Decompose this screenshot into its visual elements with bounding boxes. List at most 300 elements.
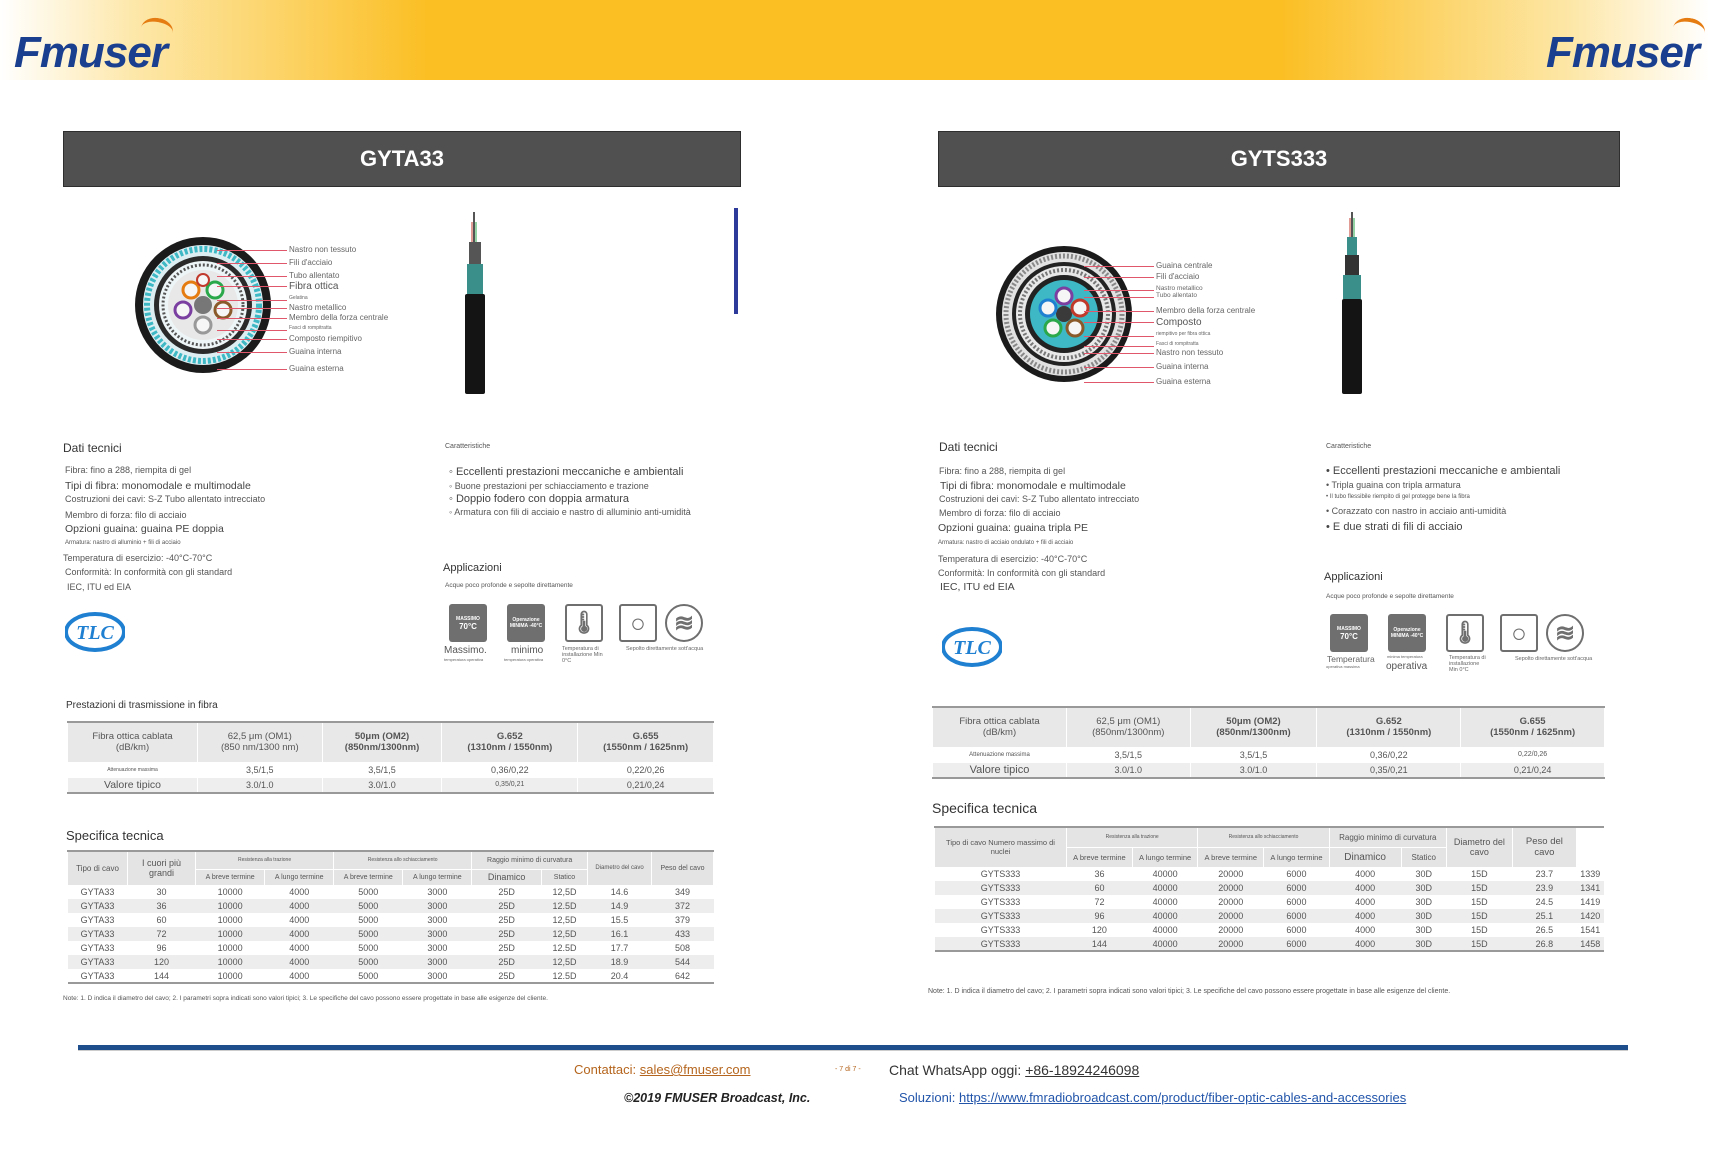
table-cell: 25D <box>498 887 515 898</box>
dati-line: Temperatura di esercizio: -40°C-70°C <box>63 553 213 563</box>
th: Fibra ottica cablata (dB/km) <box>68 722 198 762</box>
table-cell: 96 <box>1067 909 1133 923</box>
callout: Membro della forza centrale <box>1156 306 1256 315</box>
footer-divider <box>78 1045 1628 1051</box>
table-cell: 508 <box>674 943 691 953</box>
table-cell: 15D <box>1471 869 1488 880</box>
table-cell: GYTS333 <box>980 925 1021 935</box>
app-caption: Sepolto direttamente sott'acqua <box>1515 656 1593 662</box>
callout: Gelatina <box>289 295 308 301</box>
table-cell: 16.1 <box>588 927 652 941</box>
table-cell: 4000 <box>265 955 334 969</box>
table-cell: 120 <box>128 955 196 969</box>
callout: Fasci di rompitratta <box>289 325 332 331</box>
dati-line: Fibra: fino a 288, riempita di gel <box>939 466 1066 476</box>
th: Fibra ottica cablata (dB/km) <box>933 707 1067 747</box>
table-cell: 60 <box>156 915 167 925</box>
solutions-url-link[interactable]: https://www.fmradiobroadcast.com/product/fiber-optic-cables-and-accessories <box>958 1090 1407 1105</box>
th: A breve termine <box>196 869 265 885</box>
table-cell: 10000 <box>196 899 265 913</box>
table-cell: 30D <box>1401 909 1446 923</box>
td: 0,35/0,21 <box>1317 762 1461 778</box>
table-cell: 5000 <box>358 915 379 925</box>
feature-item: • Tripla guaina con tripla armatura <box>1326 480 1461 490</box>
application-icons <box>1330 614 1584 652</box>
gyts333-cross-section-diagram <box>994 244 1134 384</box>
table-cell: GYTS333 <box>980 897 1021 907</box>
th: 50μm (OM2) (850nm/1300nm) <box>1190 707 1317 747</box>
table-cell: 10000 <box>217 915 243 925</box>
callout: Composto riempitivo <box>289 334 362 343</box>
table-cell: 96 <box>156 943 167 953</box>
th: A breve termine <box>334 869 403 885</box>
table-cell: 72 <box>1094 897 1105 907</box>
table-note: Note: 1. D indica il diametro del cavo; 2. I parametri sopra indicati sono valori tipici; 3. Le specifiche del cavo possono essere progettate in base alle esigenze del cliente. <box>928 988 1451 995</box>
table-cell: 23.7 <box>1535 869 1554 880</box>
svg-text:TLC: TLC <box>76 622 114 644</box>
app-caption: Temperatura di installazione Min 0°C <box>562 646 603 664</box>
dati-line: Armatura: nastro di acciaio ondulato + fili di acciaio <box>938 540 1074 546</box>
table-cell: 4000 <box>1355 897 1376 907</box>
table-row <box>935 923 1605 937</box>
callout: Guaina esterna <box>289 364 344 373</box>
th: Diametro del cavo <box>588 851 652 885</box>
table-cell: 1339 <box>1580 869 1601 879</box>
table-cell: 20000 <box>1218 925 1244 935</box>
applicazioni-heading: Applicazioni <box>1324 571 1383 583</box>
td: 3,5/1,5 <box>1067 747 1191 762</box>
table-cell: 4000 <box>1355 925 1376 935</box>
table-cell: 30D <box>1415 869 1432 880</box>
applicazioni-subtitle: Acque poco profonde e sepolte direttamente <box>445 582 573 589</box>
th: Dinamico <box>1329 847 1401 867</box>
min-temp-icon: Operazione MINIMA -40°C <box>1388 614 1426 652</box>
table-cell: 17.7 <box>610 943 629 953</box>
table-cell: 10000 <box>217 970 243 981</box>
table-cell: 6000 <box>1286 925 1307 935</box>
app-caption: minima temperatura <box>1387 654 1423 659</box>
td: 0,35/0,21 <box>442 777 578 793</box>
table-cell: 6000 <box>1286 897 1307 907</box>
table-cell: 4000 <box>1329 937 1401 951</box>
table-cell: 642 <box>674 970 691 981</box>
fmuser-logo-left: Fmuser <box>14 28 167 78</box>
th: G.652 (1310nm / 1550nm) <box>1317 707 1461 747</box>
callout: Fasci di rompitratta <box>1156 341 1199 347</box>
td: Valore tipico <box>933 762 1067 778</box>
feature-item: ◦ Eccellenti prestazioni meccaniche e ambientali <box>449 466 684 478</box>
table-cell: 10000 <box>196 955 265 969</box>
feature-item: ◦ Buone prestazioni per schiacciamento e trazione <box>449 481 649 491</box>
table-cell: 36 <box>1094 869 1105 880</box>
underwater-icon: ≋ <box>665 604 703 642</box>
table-cell: 20000 <box>1198 881 1264 895</box>
dati-tecnici-heading: Dati tecnici <box>63 441 122 455</box>
app-caption: temperatura operativa <box>444 657 484 662</box>
table-cell: 15D <box>1446 937 1512 951</box>
table-cell: 10000 <box>217 887 243 898</box>
feature-item: • Corazzato con nastro in acciaio anti-umidità <box>1326 506 1507 516</box>
table-cell: 1458 <box>1576 937 1604 951</box>
table-cell: 379 <box>674 915 691 925</box>
table-cell: 3000 <box>427 887 448 898</box>
table-row <box>68 955 714 969</box>
table-cell: 12,5D <box>541 955 587 969</box>
spec-table-body <box>68 885 714 983</box>
footer-contact: Contattaci: sales@fmuser.com <box>574 1062 751 1077</box>
table-cell: 3000 <box>403 955 472 969</box>
dati-line: Temperatura di esercizio: -40°C-70°C <box>938 554 1088 564</box>
table-cell: 372 <box>652 899 714 913</box>
th: A breve termine <box>1198 847 1264 867</box>
table-cell: 5000 <box>358 970 379 981</box>
callout: Fili d'acciaio <box>289 258 333 267</box>
th: Resistenza alla trazione <box>1067 827 1198 847</box>
table-cell: 25D <box>472 955 542 969</box>
callout: Guaina interna <box>1156 362 1209 371</box>
table-cell: 4000 <box>289 970 310 981</box>
th: Tipo di cavo Numero massimo di nuclei <box>935 827 1067 867</box>
dati-line: Membro di forza: filo di acciaio <box>939 508 1061 518</box>
table-cell: 25D <box>472 927 542 941</box>
td: 0,36/0,22 <box>1317 747 1461 762</box>
td: 3.0/1.0 <box>322 777 442 793</box>
table-cell: 25D <box>498 970 515 981</box>
table-cell: 4000 <box>289 887 310 898</box>
table-cell: 5000 <box>334 955 403 969</box>
table-cell: 4000 <box>265 899 334 913</box>
callout: Tubo allentato <box>1156 292 1197 299</box>
dati-line: Opzioni guaina: guaina PE doppia <box>65 523 224 535</box>
table-cell: 5000 <box>358 943 379 953</box>
table-note: Note: 1. D indica il diametro del cavo; 2. I parametri sopra indicati sono valori tipici; 3. Le specifiche del cavo possono essere progettate in base alle esigenze del cliente. <box>63 995 548 1002</box>
table-cell: GYTA33 <box>68 899 128 913</box>
gyta33-cross-section-diagram <box>133 235 273 375</box>
callout: Nastro metallico <box>1156 285 1203 292</box>
th: A lungo termine <box>1132 847 1197 867</box>
th: A lungo termine <box>265 869 334 885</box>
app-caption: minimo <box>511 645 544 656</box>
table-cell: 1420 <box>1576 909 1604 923</box>
table-cell: GYTS333 <box>935 937 1067 951</box>
spec-table <box>934 826 1604 952</box>
th: Statico <box>541 869 587 885</box>
table-row <box>935 867 1605 881</box>
transmission-table <box>932 706 1605 779</box>
callout: riempitivo per fibra ottica <box>1156 331 1211 337</box>
table-cell: 544 <box>652 955 714 969</box>
app-caption: Sepolto direttamente sott'acqua <box>626 646 704 652</box>
whatsapp-number-link[interactable]: +86-18924246098 <box>1025 1062 1140 1078</box>
table-cell: 25D <box>498 915 515 925</box>
callout: Membro della forza centrale <box>289 313 389 322</box>
table-cell: 10000 <box>196 927 265 941</box>
table-cell: 20.4 <box>610 970 629 981</box>
td: 3,5/1,5 <box>198 762 323 777</box>
th: Raggio minimo di curvatura <box>472 851 588 869</box>
thermometer-icon: 🌡 <box>1446 614 1484 652</box>
th: Resistenza allo schiacciamento <box>1198 827 1329 847</box>
thermometer-icon: 🌡 <box>565 604 603 642</box>
table-cell: 30D <box>1415 897 1432 907</box>
table-cell: GYTA33 <box>80 887 115 898</box>
table-cell: 6000 <box>1264 881 1329 895</box>
table-row <box>68 913 714 927</box>
table-cell: 3000 <box>403 927 472 941</box>
table-cell: 12,5D <box>552 915 577 925</box>
transmission-table <box>67 721 714 794</box>
applicazioni-heading: Applicazioni <box>443 562 502 574</box>
callout: Nastro non tessuto <box>289 245 357 254</box>
th: 50μm (OM2) (850nm/1300nm) <box>322 722 442 762</box>
table-row <box>935 909 1605 923</box>
table-cell: GYTA33 <box>80 943 115 953</box>
table-cell: 1541 <box>1580 925 1601 935</box>
table-cell: 1341 <box>1576 881 1604 895</box>
dati-line: Membro di forza: filo di acciaio <box>65 510 187 520</box>
table-cell: 120 <box>1091 925 1107 935</box>
table-cell: 23.9 <box>1512 881 1576 895</box>
th: G.655 (1550nm / 1625nm) <box>1461 707 1605 747</box>
table-cell: 144 <box>153 970 170 981</box>
table-cell: GYTS333 <box>935 881 1067 895</box>
email-link[interactable]: sales@fmuser.com <box>639 1062 751 1077</box>
svg-text:TLC: TLC <box>953 637 991 659</box>
specifica-heading: Specifica tecnica <box>932 800 1038 816</box>
dati-line: Conformità: In conformità con gli standard <box>65 567 233 577</box>
table-cell: 20000 <box>1198 909 1264 923</box>
table-cell: 15.5 <box>610 915 629 925</box>
table-cell: 12.5D <box>552 970 577 981</box>
product-title-gyts333: GYTS333 <box>938 131 1620 187</box>
table-cell: 40000 <box>1132 937 1197 951</box>
feature-item: • Il tubo flessibile riempito di gel protegge bene la fibra <box>1326 494 1470 500</box>
table-cell: 15D <box>1446 909 1512 923</box>
app-caption: Massimo. <box>444 645 487 656</box>
callout: Guaina centrale <box>1156 261 1213 270</box>
table-cell: 30D <box>1415 925 1432 935</box>
table-cell: 6000 <box>1264 909 1329 923</box>
table-cell: GYTS333 <box>935 909 1067 923</box>
table-cell: 4000 <box>1355 869 1376 880</box>
table-row <box>935 895 1605 909</box>
table-cell: 40000 <box>1132 881 1197 895</box>
table-cell: 25D <box>498 943 515 953</box>
callout: Nastro metallico <box>289 303 347 312</box>
app-caption: Temperatura <box>1327 654 1375 664</box>
table-cell: GYTA33 <box>68 955 128 969</box>
th: Raggio minimo di curvatura <box>1329 827 1446 847</box>
td: 0,22/0,26 <box>1461 747 1605 762</box>
callout: Fibra ottica <box>289 281 339 292</box>
max-temp-icon: MASSIMO 70°C <box>1330 614 1368 652</box>
app-caption: Temperatura di installazione Min 0°C <box>1449 655 1486 673</box>
td: Attenuazione massima <box>68 762 198 777</box>
table-cell: 4000 <box>289 915 310 925</box>
table-cell: 24.5 <box>1535 897 1554 907</box>
dati-line: IEC, ITU ed EIA <box>67 582 132 592</box>
footer-whatsapp: Chat WhatsApp oggi: +86-18924246098 <box>889 1062 1140 1078</box>
app-caption: operativa massima <box>1326 664 1360 669</box>
table-cell: GYTA33 <box>80 915 115 925</box>
trasmissione-heading: Prestazioni di trasmissione in fibra <box>66 700 218 711</box>
table-cell: 36 <box>128 899 196 913</box>
table-cell: 15D <box>1471 897 1488 907</box>
table-cell: 25D <box>472 899 542 913</box>
th: Resistenza alla trazione <box>196 851 334 869</box>
table-cell: 20000 <box>1218 897 1244 907</box>
table-cell: 144 <box>1067 937 1133 951</box>
table-cell: 4000 <box>265 927 334 941</box>
table-cell: 6000 <box>1264 937 1329 951</box>
th: G.655 (1550nm / 1625nm) <box>578 722 714 762</box>
td: 3.0/1.0 <box>1067 762 1191 778</box>
dati-tecnici-heading: Dati tecnici <box>939 440 998 454</box>
dati-line: Armatura: nastro di alluminio + fili di acciaio <box>65 540 181 546</box>
application-icons <box>449 604 703 642</box>
td: 0,21/0,24 <box>1461 762 1605 778</box>
dati-line: Tipi di fibra: monomodale e multimodale <box>65 480 251 492</box>
table-cell: 10000 <box>217 943 243 953</box>
th: A lungo termine <box>403 869 472 885</box>
gyts333-cable-side-view <box>1337 212 1367 394</box>
table-row <box>68 885 714 899</box>
min-temp-icon: Operazione MINIMA -40°C <box>507 604 545 642</box>
table-cell: 30D <box>1401 937 1446 951</box>
tlc-certification-logo <box>942 627 1002 667</box>
th: Tipo di cavo <box>68 851 128 885</box>
table-cell: 14.9 <box>588 899 652 913</box>
table-cell: 3000 <box>403 899 472 913</box>
spec-table-body <box>935 867 1605 951</box>
td: 0,22/0,26 <box>578 762 714 777</box>
tlc-certification-logo <box>65 612 125 652</box>
th: Statico <box>1401 847 1446 867</box>
table-cell: 26.8 <box>1512 937 1576 951</box>
underwater-icon: ≋ <box>1546 614 1584 652</box>
table-cell: 5000 <box>358 887 379 898</box>
feature-item: • E due strati di fili di acciaio <box>1326 521 1463 533</box>
table-row <box>68 927 714 941</box>
table-cell: 5000 <box>334 899 403 913</box>
callout: Nastro non tessuto <box>1156 348 1224 357</box>
table-cell: 12,5D <box>541 927 587 941</box>
feature-item: • Eccellenti prestazioni meccaniche e ambientali <box>1326 465 1561 477</box>
app-caption: operativa <box>1386 661 1428 672</box>
table-cell: 40000 <box>1152 897 1178 907</box>
table-cell: 20000 <box>1198 937 1264 951</box>
table-row <box>935 881 1605 895</box>
table-cell: 40000 <box>1152 925 1178 935</box>
td: 3,5/1,5 <box>1190 747 1317 762</box>
th: A lungo termine <box>1264 847 1329 867</box>
th: Diametro del cavo <box>1446 827 1512 867</box>
td: 0,36/0,22 <box>442 762 578 777</box>
table-row <box>68 899 714 913</box>
footer-solutions: Soluzioni: https://www.fmradiobroadcast.com/product/fiber-optic-cables-and-accessories <box>899 1090 1407 1105</box>
table-cell: 15D <box>1471 925 1488 935</box>
td: 0,21/0,24 <box>578 777 714 793</box>
table-cell: 40000 <box>1132 909 1197 923</box>
table-row <box>68 941 714 955</box>
fmuser-logo-right: Fmuser <box>1546 28 1699 78</box>
max-temp-icon: MASSIMO 70°C <box>449 604 487 642</box>
table-cell: 25.1 <box>1512 909 1576 923</box>
dati-line: Conformità: In conformità con gli standard <box>938 568 1106 578</box>
table-cell: 20000 <box>1218 869 1244 880</box>
callout: Composto <box>1156 317 1202 328</box>
table-cell: 12,5D <box>552 887 577 898</box>
td: Attenuazione massima <box>933 747 1067 762</box>
gyta33-cable-side-view <box>460 212 490 394</box>
table-cell: 4000 <box>1329 909 1401 923</box>
table-row <box>935 937 1605 951</box>
td: 3.0/1.0 <box>1190 762 1317 778</box>
table-cell: 12.5D <box>541 899 587 913</box>
table-cell: 6000 <box>1286 869 1307 880</box>
table-cell: 30 <box>156 887 167 898</box>
th: Resistenza allo schiacciamento <box>334 851 472 869</box>
td: 3.0/1.0 <box>198 777 323 793</box>
table-cell: 18.9 <box>588 955 652 969</box>
table-cell: 40000 <box>1152 869 1178 880</box>
table-cell: 3000 <box>427 915 448 925</box>
table-cell: 349 <box>674 887 691 898</box>
th: Peso del cavo <box>1512 827 1576 867</box>
td: Valore tipico <box>68 777 198 793</box>
specifica-heading: Specifica tecnica <box>66 828 164 843</box>
dati-line: IEC, ITU ed EIA <box>940 581 1015 593</box>
feature-item: ◦ Doppio fodero con doppia armatura <box>449 493 630 505</box>
table-cell: 1419 <box>1580 897 1601 907</box>
table-cell: 30D <box>1401 881 1446 895</box>
dati-line: Fibra: fino a 288, riempita di gel <box>65 465 192 475</box>
callout: Fili d'acciaio <box>1156 272 1200 281</box>
table-cell: 4000 <box>289 943 310 953</box>
th: G.652 (1310nm / 1550nm) <box>442 722 578 762</box>
td: 3,5/1,5 <box>322 762 442 777</box>
table-cell: 60 <box>1067 881 1133 895</box>
page-number: - 7 di 7 - <box>835 1066 861 1073</box>
table-cell: 3000 <box>427 970 448 981</box>
table-cell: 12.5D <box>552 943 577 953</box>
table-cell: GYTS333 <box>980 869 1021 880</box>
product-title-gyta33: GYTA33 <box>63 131 741 187</box>
spec-table <box>67 850 714 984</box>
table-cell: GYTA33 <box>80 970 115 981</box>
dati-line: Costruzioni dei cavi: S-Z Tubo allentato intrecciato <box>65 494 266 504</box>
applicazioni-subtitle: Acque poco profonde e sepolte direttamente <box>1326 593 1454 600</box>
callout: Guaina esterna <box>1156 377 1211 386</box>
table-cell: 433 <box>652 927 714 941</box>
dati-line: Opzioni guaina: guaina tripla PE <box>938 522 1089 534</box>
feature-item: ◦ Armatura con fili di acciaio e nastro di alluminio anti-umidità <box>449 507 691 517</box>
buried-circle-icon: ○ <box>1500 614 1538 652</box>
th: Dinamico <box>472 869 542 885</box>
table-cell: 3000 <box>427 943 448 953</box>
header-banner <box>0 0 1709 80</box>
caratteristiche-heading: Caratteristiche <box>1326 443 1372 450</box>
caratteristiche-heading: Caratteristiche <box>445 443 491 450</box>
table-cell: 14.6 <box>610 887 629 898</box>
table-row <box>68 969 714 983</box>
th: Peso del cavo <box>652 851 714 885</box>
table-cell: 26.5 <box>1535 925 1554 935</box>
table-cell: 72 <box>128 927 196 941</box>
accent-divider <box>734 208 738 314</box>
callout: Tubo allentato <box>289 271 340 280</box>
dati-line: Costruzioni dei cavi: S-Z Tubo allentato intrecciato <box>939 494 1140 504</box>
